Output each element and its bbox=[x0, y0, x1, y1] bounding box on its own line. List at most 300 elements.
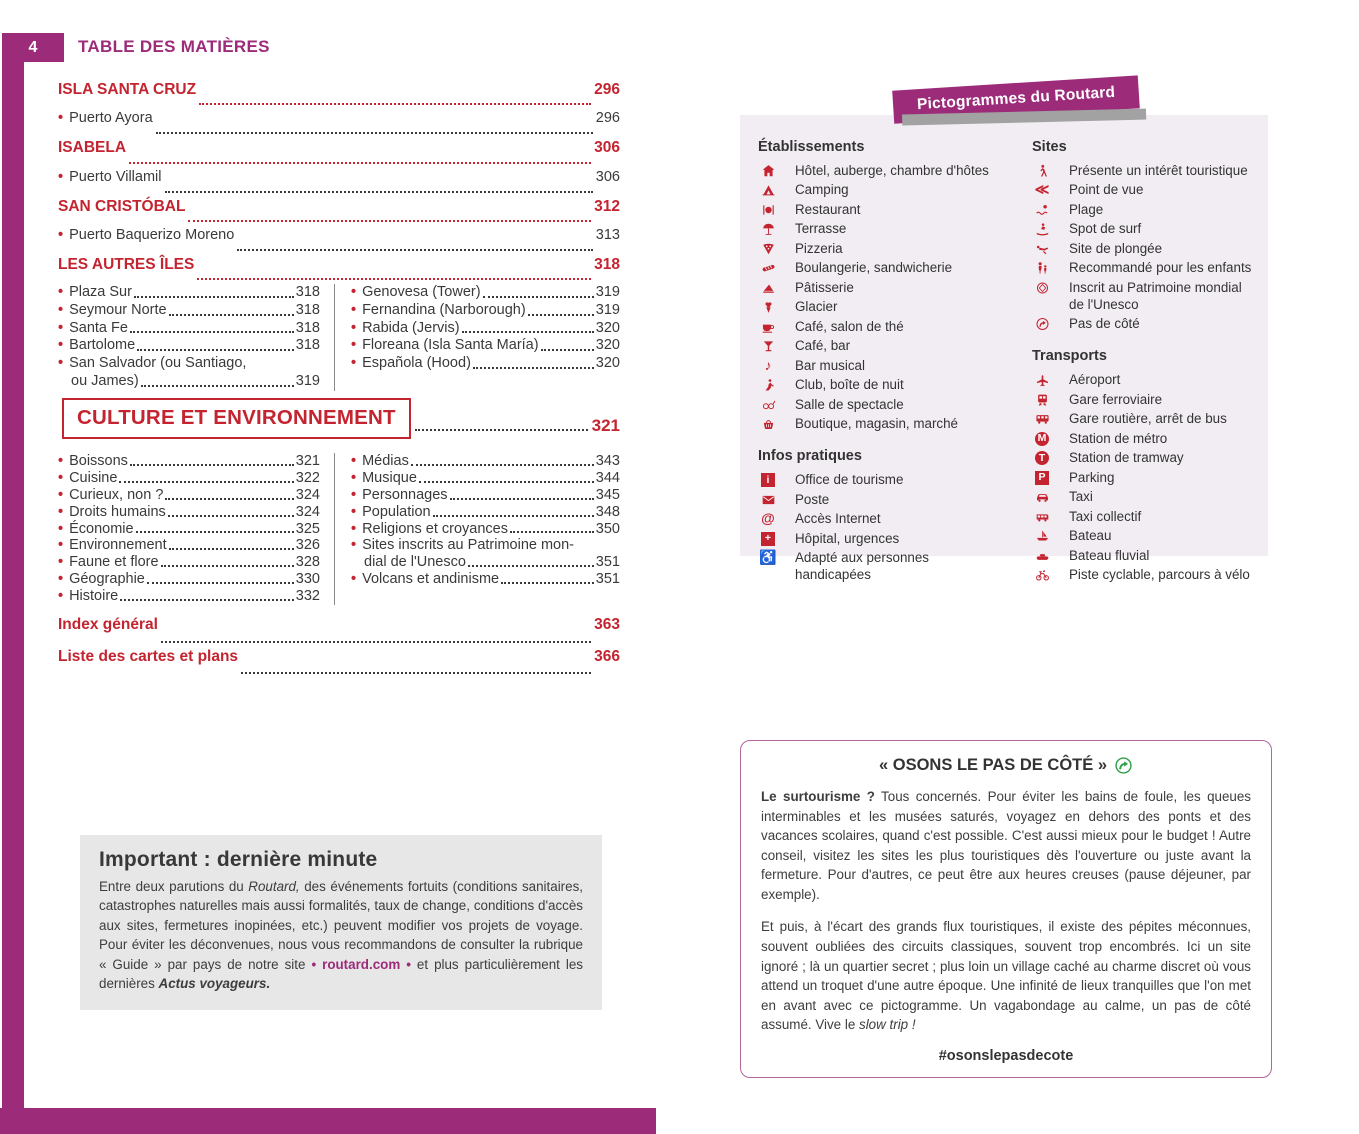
toc-entry bbox=[58, 571, 320, 588]
picto-icon-cell bbox=[758, 260, 778, 277]
toc-entry-line bbox=[58, 355, 320, 373]
surf-icon bbox=[1034, 222, 1051, 236]
bullet: • bbox=[351, 337, 357, 354]
picto-item bbox=[758, 492, 1014, 509]
picto-item bbox=[1032, 411, 1264, 428]
toc-islands-right-column bbox=[334, 284, 620, 391]
important-notice-box bbox=[80, 835, 602, 1010]
picto-item-label: Accès Internet bbox=[795, 511, 881, 527]
toc-entry-line bbox=[351, 537, 620, 554]
bullet: • bbox=[58, 571, 64, 588]
wheelchair-icon: ♿ bbox=[759, 549, 777, 566]
dotted-leader bbox=[501, 582, 594, 584]
parking-icon: P bbox=[1035, 471, 1049, 485]
toc-entry-page: 320 bbox=[595, 355, 620, 372]
picto-item-label: Parking bbox=[1069, 469, 1115, 485]
picto-item-label: Hôtel, auberge, chambre d'hôtes bbox=[795, 163, 989, 178]
toc-entry-page: 332 bbox=[295, 588, 320, 605]
dotted-leader bbox=[120, 599, 294, 601]
picto-group-title: Établissements bbox=[758, 139, 865, 155]
picto-item bbox=[1032, 372, 1264, 389]
toc-entry-label: Histoire bbox=[69, 588, 119, 605]
toc-entry bbox=[58, 537, 320, 554]
picto-item-label: Station de métro bbox=[1069, 430, 1168, 446]
toc-entry bbox=[58, 521, 320, 538]
toc-entry-page: 321 bbox=[295, 453, 320, 469]
dotted-leader bbox=[119, 481, 293, 483]
restaurant-icon bbox=[760, 203, 777, 217]
picto-icon-cell bbox=[1032, 316, 1052, 333]
toc-entry-page: 324 bbox=[295, 503, 320, 520]
picto-item bbox=[758, 472, 1014, 489]
toc-culture-right-column bbox=[334, 453, 620, 605]
toc-entry-line bbox=[351, 554, 620, 571]
toc-entry-page: 306 bbox=[595, 168, 620, 185]
osons-box-title: « OSONS LE PAS DE CÔTÉ » bbox=[879, 755, 1107, 774]
toc-entry-label: Faune et flore bbox=[69, 554, 159, 571]
toc-entry-label: Musique bbox=[362, 469, 417, 486]
picto-item-label: Pas de côté bbox=[1069, 316, 1140, 332]
picto-icon-cell bbox=[758, 397, 778, 414]
left-frame-bar bbox=[2, 62, 24, 1134]
toc-entry-label: Religions et croyances bbox=[362, 520, 508, 537]
picto-icon-cell bbox=[1032, 548, 1052, 565]
page-number-tab: 4 bbox=[2, 33, 64, 62]
picto-icon-cell bbox=[1032, 431, 1052, 448]
toc-main-list bbox=[58, 81, 620, 285]
picto-icon-cell bbox=[1032, 470, 1052, 487]
dotted-leader bbox=[411, 464, 594, 466]
dotted-leader bbox=[156, 132, 593, 134]
picto-icon-cell bbox=[1032, 509, 1052, 526]
toc-entry-line bbox=[58, 554, 320, 571]
pictogrammes-right-column bbox=[1032, 139, 1264, 599]
picto-icon-cell bbox=[1032, 411, 1052, 428]
toc-entry-label: Fernandina (Narborough) bbox=[362, 301, 526, 318]
pastry-icon bbox=[760, 281, 777, 295]
toc-entry bbox=[58, 453, 320, 470]
tourist-interest-icon bbox=[1034, 164, 1051, 178]
toc-entry-label: Volcans et andinisme bbox=[362, 571, 500, 588]
hospital-icon: + bbox=[761, 532, 775, 546]
toc-entry-page: 320 bbox=[595, 319, 620, 336]
toc-entry-label: Personnages bbox=[362, 486, 448, 503]
toc-entry-label: Santa Fe bbox=[69, 319, 128, 336]
toc-entry-page: 318 bbox=[295, 319, 320, 336]
osons-paragraph-2 bbox=[761, 917, 1251, 1034]
picto-icon-cell bbox=[758, 531, 778, 548]
picto-icon-cell bbox=[1032, 221, 1052, 238]
bullet: • bbox=[58, 301, 64, 318]
toc-entry-page: 343 bbox=[595, 453, 620, 469]
toc-entry-page: 348 bbox=[595, 503, 620, 520]
picto-item bbox=[758, 550, 1014, 584]
culture-section-title: CULTURE ET ENVIRONNEMENT bbox=[62, 398, 411, 439]
toc-entry-page: 363 bbox=[594, 616, 620, 633]
side-step-icon bbox=[1034, 317, 1051, 331]
text-segment: Entre deux parutions du bbox=[99, 879, 249, 894]
picto-item bbox=[758, 280, 1014, 297]
picto-item bbox=[758, 202, 1014, 219]
toc-entry bbox=[58, 616, 620, 648]
toc-entry-label: Genovesa (Tower) bbox=[362, 284, 481, 300]
toc-entry-page: 318 bbox=[594, 256, 620, 274]
toc-entry bbox=[58, 198, 620, 227]
toc-entry-page: 330 bbox=[295, 571, 320, 588]
picto-icon-cell bbox=[758, 358, 778, 375]
tramway-icon: T bbox=[1035, 451, 1049, 465]
picto-icon-cell bbox=[1032, 260, 1052, 277]
dotted-leader bbox=[165, 191, 593, 193]
toc-entry-line bbox=[58, 571, 320, 588]
dotted-leader bbox=[129, 162, 591, 164]
nightclub-icon bbox=[760, 378, 777, 392]
toc-entry-label: Puerto Baquerizo Moreno bbox=[69, 226, 235, 243]
toc-entry-line bbox=[58, 504, 320, 521]
bullet: • bbox=[58, 554, 64, 571]
picto-item-label: Poste bbox=[795, 491, 830, 507]
toc-entry bbox=[58, 487, 320, 504]
toc-entry-page: 319 bbox=[595, 284, 620, 300]
toc-entry bbox=[351, 284, 620, 302]
picto-icon-cell bbox=[1032, 202, 1052, 219]
picto-item bbox=[1032, 202, 1264, 219]
picto-item bbox=[1032, 280, 1264, 314]
toc-entry bbox=[58, 284, 320, 302]
toc-entry-page: 366 bbox=[594, 647, 620, 665]
picto-icon-cell bbox=[1032, 392, 1052, 409]
bullet: • bbox=[351, 520, 357, 537]
toc-entry-line bbox=[351, 521, 620, 538]
text-segment: Actus voyageurs. bbox=[158, 976, 271, 992]
picto-item-label: Salle de spectacle bbox=[795, 396, 904, 412]
picto-item bbox=[1032, 509, 1264, 526]
picto-icon-cell bbox=[758, 511, 778, 528]
toc-entry bbox=[351, 355, 620, 373]
picto-item-label: Présente un intérêt touristique bbox=[1069, 163, 1248, 178]
toc-entry bbox=[58, 139, 620, 168]
toc-entry-line bbox=[351, 284, 620, 302]
toc-entry-page: 328 bbox=[295, 554, 320, 571]
picto-item bbox=[758, 260, 1014, 277]
toc-entry bbox=[58, 355, 320, 391]
dotted-leader bbox=[130, 464, 294, 466]
toc-entry-page: 296 bbox=[595, 110, 620, 127]
toc-entry-label: Puerto Ayora bbox=[69, 110, 153, 127]
toc-entry-label: Droits humains bbox=[69, 503, 166, 520]
toc-entry bbox=[58, 588, 320, 605]
dotted-leader bbox=[237, 249, 592, 251]
picto-item bbox=[758, 299, 1014, 316]
unesco-icon bbox=[1034, 281, 1051, 295]
theater-icon bbox=[760, 398, 777, 412]
picto-item-label: Bar musical bbox=[795, 357, 865, 373]
dotted-leader bbox=[450, 498, 594, 500]
picto-icon-cell bbox=[1032, 163, 1052, 180]
toc-entry bbox=[58, 81, 620, 110]
toc-entry-label: San Salvador (ou Santiago, bbox=[69, 355, 247, 372]
picto-item bbox=[1032, 260, 1264, 277]
dotted-leader bbox=[141, 385, 294, 387]
toc-entry-line bbox=[58, 337, 320, 355]
toc-entry-label: Española (Hood) bbox=[362, 355, 471, 372]
hotel-icon bbox=[760, 164, 777, 178]
toc-entry-page: 319 bbox=[295, 372, 320, 389]
picto-item-label: Hôpital, urgences bbox=[795, 530, 900, 546]
metro-icon: M bbox=[1035, 432, 1049, 446]
picto-item-label: Recommandé pour les enfants bbox=[1069, 260, 1252, 276]
picto-icon-cell bbox=[1032, 280, 1052, 314]
toc-entry-line bbox=[351, 302, 620, 320]
toc-entry bbox=[58, 470, 320, 487]
picto-icon-cell bbox=[758, 221, 778, 238]
picto-item bbox=[1032, 316, 1264, 333]
toc-entry-page: 322 bbox=[295, 469, 320, 486]
toc-entry-page: 312 bbox=[594, 197, 620, 215]
toc-entry-label: ou James) bbox=[71, 372, 139, 389]
shop-icon bbox=[760, 417, 777, 431]
toc-entry-line bbox=[58, 284, 320, 302]
picto-group-title: Infos pratiques bbox=[758, 448, 862, 465]
dotted-leader bbox=[541, 349, 594, 351]
dotted-leader bbox=[130, 331, 294, 333]
bullet: • bbox=[351, 301, 357, 318]
bakery-icon bbox=[760, 261, 777, 275]
bullet: • bbox=[58, 520, 64, 537]
picto-item-label: Café, bar bbox=[795, 338, 851, 354]
picto-item-label: Glacier bbox=[795, 299, 838, 315]
important-notice-title: Important : dernière minute bbox=[99, 848, 378, 871]
picto-item-label: Gare ferroviaire bbox=[1069, 391, 1163, 407]
dotted-leader bbox=[134, 296, 294, 298]
viewpoint-icon: ≪ bbox=[1034, 181, 1050, 198]
text-segment: Tous concernés. Pour éviter les bains de foule, les queues interminables et les musées saturés, voyagez en dehors des ponts et des vacances scolaires, quand c'est possible. C'est aussi mieux pour le budget ! Autre conseil, visitez les sites les plus touristiques dès l'ouverture ou juste avant la fermeture. Pour d'autres, ce peut être aux heures creuses (pause déjeuner, par exemple). bbox=[761, 789, 1252, 902]
toc-entry bbox=[351, 320, 620, 338]
pictogrammes-legend-box bbox=[740, 115, 1268, 583]
toc-entry-page: 319 bbox=[595, 301, 620, 318]
toc-entry-label: Seymour Norte bbox=[69, 301, 167, 318]
toc-entry bbox=[58, 320, 320, 338]
bullet: • bbox=[58, 337, 64, 354]
toc-entry-label: Cuisine bbox=[69, 469, 118, 486]
bike-path-icon bbox=[1034, 568, 1051, 582]
toc-entry-label: Géographie bbox=[69, 571, 145, 588]
pictogrammes-banner: Pictogrammes du Routard bbox=[892, 75, 1140, 123]
dotted-leader bbox=[168, 515, 294, 517]
dotted-leader bbox=[473, 367, 594, 369]
toc-entry bbox=[58, 227, 620, 256]
picto-item-label: Office de tourisme bbox=[795, 472, 904, 488]
toc-entry-line bbox=[58, 588, 320, 605]
bullet: • bbox=[351, 469, 357, 486]
side-step-icon bbox=[1114, 756, 1133, 775]
toc-entry-label: Bartolome bbox=[69, 337, 136, 354]
toc-entry bbox=[351, 470, 620, 487]
toc-entry-label: Rabida (Jervis) bbox=[362, 319, 460, 336]
toc-entry bbox=[58, 648, 620, 680]
toc-entry-line bbox=[351, 487, 620, 504]
picto-item-label: Taxi collectif bbox=[1069, 508, 1142, 524]
toc-entry-label: LES AUTRES ÎLES bbox=[58, 256, 195, 274]
picto-item bbox=[758, 358, 1014, 375]
picto-group bbox=[1032, 139, 1264, 333]
toc-entry-page: 325 bbox=[295, 520, 320, 537]
toc-entry-page: 306 bbox=[594, 139, 620, 157]
picto-item-label: Piste cyclable, parcours à vélo bbox=[1069, 567, 1250, 583]
text-segment: et plus particulièrement les dernières bbox=[99, 956, 583, 992]
picto-item-label: Camping bbox=[795, 182, 849, 198]
dotted-leader bbox=[415, 429, 588, 431]
picto-group-title: Transports bbox=[1032, 348, 1107, 365]
picto-item bbox=[1032, 528, 1264, 545]
picto-item bbox=[1032, 450, 1264, 467]
picto-item-label: Spot de surf bbox=[1069, 221, 1142, 237]
toc-entry-label: Plaza Sur bbox=[69, 284, 132, 300]
osons-hashtag: #osonslepasdecote bbox=[938, 1047, 1074, 1064]
music-bar-icon: ♪ bbox=[764, 356, 772, 373]
toc-entry-page: 320 bbox=[595, 337, 620, 354]
toc-entry-page: 318 bbox=[295, 337, 320, 354]
diving-icon bbox=[1034, 242, 1051, 256]
toc-entry-label: Floreana (Isla Santa María) bbox=[362, 337, 539, 354]
toc-entry bbox=[351, 504, 620, 521]
picto-item-label: Pâtisserie bbox=[795, 279, 854, 295]
dotted-leader bbox=[528, 314, 594, 316]
toc-entry bbox=[351, 453, 620, 470]
picto-item-label: Plage bbox=[1069, 201, 1104, 217]
pictogrammes-left-column bbox=[758, 139, 1014, 599]
toc-entry-page: 318 bbox=[295, 284, 320, 300]
picto-icon-cell bbox=[758, 202, 778, 219]
bullet: • bbox=[58, 168, 64, 185]
shared-taxi-icon bbox=[1034, 510, 1051, 524]
toc-entry-line bbox=[58, 302, 320, 320]
toc-entry-line bbox=[58, 373, 320, 391]
picto-item bbox=[758, 182, 1014, 199]
toc-entry bbox=[58, 256, 620, 285]
text-segment: Routard, bbox=[248, 879, 300, 894]
picto-icon-cell bbox=[1032, 489, 1052, 506]
toc-entry-line bbox=[351, 470, 620, 487]
toc-entry bbox=[58, 169, 620, 198]
boat-icon bbox=[1034, 529, 1051, 543]
picto-item-label: Adapté aux personnes handicapées bbox=[795, 550, 930, 583]
bullet: • bbox=[351, 319, 357, 336]
toc-entry-line bbox=[58, 453, 320, 470]
dotted-leader bbox=[147, 582, 294, 584]
bus-station-icon bbox=[1034, 412, 1051, 426]
toc-entry-line bbox=[58, 521, 320, 538]
toc-footer-list bbox=[58, 616, 620, 679]
ice-cream-icon bbox=[760, 300, 777, 314]
tourist-office-icon: i bbox=[761, 473, 775, 487]
picto-item-label: Gare routière, arrêt de bus bbox=[1069, 411, 1227, 427]
bullet: • bbox=[351, 571, 357, 588]
picto-item bbox=[758, 511, 1014, 528]
bullet: • bbox=[351, 537, 357, 554]
picto-item bbox=[1032, 221, 1264, 238]
dotted-leader bbox=[241, 672, 591, 674]
toc-entry-page: 318 bbox=[295, 301, 320, 318]
toc-entry-label: SAN CRISTÓBAL bbox=[58, 197, 186, 215]
bullet: • bbox=[58, 537, 64, 554]
toc-entry-page: 345 bbox=[595, 486, 620, 503]
picto-item-label: Bateau bbox=[1069, 528, 1112, 544]
picto-item-label: Inscrit au Patrimoine mondial de l'Unesco bbox=[1069, 279, 1242, 312]
toc-entry bbox=[58, 302, 320, 320]
picto-item-label: Point de vue bbox=[1069, 182, 1144, 198]
bullet: • bbox=[58, 453, 64, 469]
dotted-leader bbox=[188, 220, 591, 222]
toc-entry bbox=[58, 337, 320, 355]
bullet: • bbox=[58, 469, 64, 486]
toc-culture-left-column bbox=[58, 453, 334, 605]
important-notice-body bbox=[99, 877, 583, 994]
picto-icon-cell bbox=[758, 241, 778, 258]
picto-item-label: Pizzeria bbox=[795, 240, 843, 256]
picto-item-label: Taxi bbox=[1069, 489, 1093, 505]
bullet: • bbox=[58, 110, 64, 127]
text-segment: Le surtourisme ? bbox=[761, 789, 875, 804]
picto-item-label: Restaurant bbox=[795, 201, 861, 217]
toc-entry-label: Curieux, non ? bbox=[69, 486, 164, 503]
dotted-leader bbox=[169, 314, 294, 316]
dotted-leader bbox=[510, 531, 594, 533]
toc-entry-line bbox=[58, 487, 320, 504]
dotted-leader bbox=[419, 481, 594, 483]
toc-entry-page: 351 bbox=[595, 554, 620, 571]
dotted-leader bbox=[462, 331, 594, 333]
bullet: • bbox=[58, 355, 64, 372]
text-segment: slow trip ! bbox=[859, 1017, 916, 1033]
picto-item-label: Café, salon de thé bbox=[795, 318, 904, 334]
post-office-icon bbox=[760, 493, 777, 507]
culture-section-heading bbox=[62, 398, 620, 439]
picto-item bbox=[758, 531, 1014, 548]
toc-islands-columns bbox=[58, 284, 620, 391]
picto-item bbox=[758, 319, 1014, 336]
toc-entry bbox=[351, 571, 620, 588]
picto-group bbox=[758, 448, 1014, 584]
bullet: • bbox=[58, 486, 64, 503]
picto-item-label: Station de tramway bbox=[1069, 450, 1184, 466]
picto-item bbox=[1032, 431, 1264, 448]
picto-icon-cell bbox=[758, 319, 778, 336]
dotted-leader bbox=[137, 349, 294, 351]
picto-item bbox=[758, 163, 1014, 180]
train-station-icon bbox=[1034, 393, 1051, 407]
toc-entry-page: 296 bbox=[594, 81, 620, 98]
toc-entry-page: 344 bbox=[595, 469, 620, 486]
picto-group bbox=[758, 139, 1014, 433]
toc-entry-label: Liste des cartes et plans bbox=[58, 647, 239, 665]
toc-entry bbox=[351, 302, 620, 320]
picto-item bbox=[758, 397, 1014, 414]
toc-islands-left-column bbox=[58, 284, 334, 391]
picto-icon-cell bbox=[758, 550, 778, 584]
dotted-leader bbox=[199, 103, 591, 105]
osons-box-title-row bbox=[761, 755, 1251, 775]
toc-entry-line bbox=[351, 320, 620, 338]
dotted-leader bbox=[161, 565, 294, 567]
page-title: TABLE DES MATIÈRES bbox=[78, 37, 270, 56]
picto-icon-cell bbox=[758, 377, 778, 394]
toc-entry-line bbox=[351, 571, 620, 588]
toc-entry-page: 350 bbox=[595, 520, 620, 537]
toc-entry bbox=[351, 537, 620, 571]
toc-entry-label: ISLA SANTA CRUZ bbox=[58, 81, 197, 98]
tea-room-icon bbox=[760, 320, 777, 334]
